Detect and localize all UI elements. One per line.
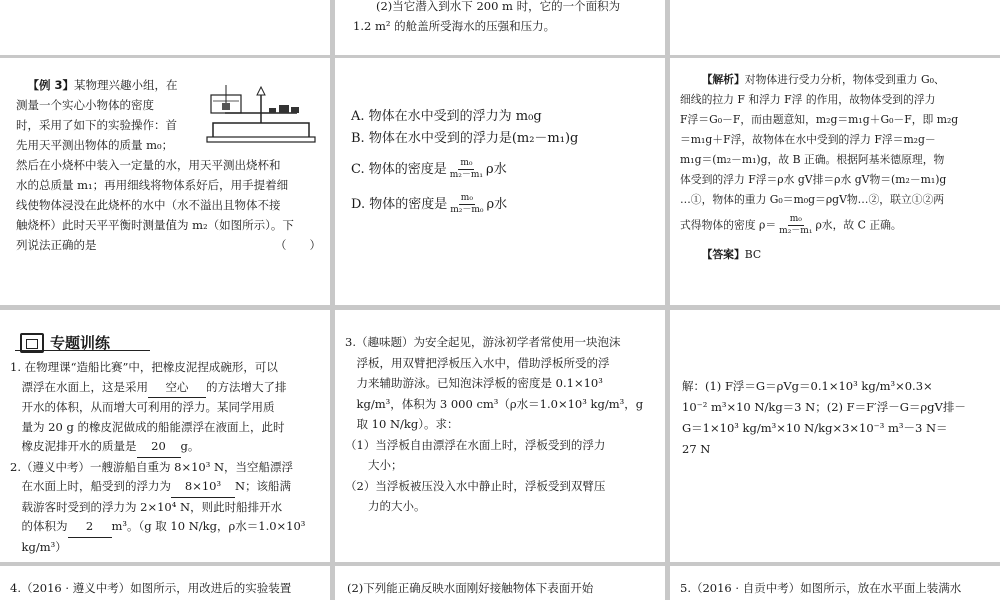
bottom-mid-line: (2)下列能正确反映水面刚好接触物体下表面开始 xyxy=(347,581,594,595)
q3-line: kg/m³，体积为 3 000 cm³（ρ水＝1.0×10³ kg/m³，g xyxy=(356,396,644,411)
top-right-panel xyxy=(670,0,1000,55)
example-3-line: 先用天平测出物体的质量 m₀； xyxy=(16,138,174,152)
bottom-left-panel xyxy=(0,566,330,600)
q5-line: 5.（2016 · 自贡中考）如图所示，放在水平面上装满水 xyxy=(680,581,962,595)
analysis-line: ＝m₁g＋F浮，故物体在水中受到的浮力 F浮＝m₂g－ xyxy=(680,133,936,146)
example-3-line: 某物理兴趣小组，在 xyxy=(74,78,178,92)
q3-line: 3.（趣味题）为安全起见，游泳初学者常使用一块泡沫 xyxy=(345,335,621,349)
q3-line: 取 10 N/kg）。求： xyxy=(356,417,459,431)
q3-line: 力来辅助游泳。已知泡沫浮板的密度是 0.1×10³ xyxy=(356,376,603,390)
top-left-panel xyxy=(0,0,330,55)
solution-3-panel xyxy=(670,310,1000,562)
example-3-line: 触烧杯）此时天平平衡时测量值为 m₂（如图所示）。下 xyxy=(16,218,294,232)
option-c: C. 物体的密度是 $\frac{\text{m₀}}{\text{m₂－m₁}}$ ρ水 xyxy=(351,158,507,180)
example-3-line: 时，采用了如下的实验操作：首 xyxy=(16,118,177,132)
header-underline xyxy=(15,350,150,351)
q3-line: （1）当浮板自由漂浮在水面上时，浮板受到的浮力 xyxy=(345,437,606,452)
q2-line: 载游客时受到的浮力为 2×10⁴ N，则此时船排开水 xyxy=(21,499,283,514)
top-mid-line2: 1.2 m² 的舱盖所受海水的压强和压力。 xyxy=(353,19,556,33)
q3-line: （2）当浮板被压没入水中静止时，浮板受到双臂压 xyxy=(345,478,606,493)
solution-line: 10⁻² m³×10 N/kg＝3 N；(2) F＝F′浮－G＝ρgV排－ xyxy=(682,400,966,414)
analysis-line: …①，物体的重力 G₀＝m₀g＝ρgV物…②，联立①②两 xyxy=(680,193,945,206)
options-panel xyxy=(335,58,665,305)
top-mid-panel xyxy=(335,0,665,55)
training-panel: 专题训练 1. 在物理课“造船比赛”中，把橡皮泥捏成碗形，可以 漂浮在水面上，这是采用 空心 的方法增大了排 开水的体积，从而增大可利用的浮力。某同学用质 量为 20 g 的橡皮泥做成的船能漂浮在液面上，此时 橡皮泥排开水的质量是 20 g。 2.（遵义中考）一艘游船自重为 8×10³ N，当空船漂浮 在水面上时，船受到的浮力为 8×10³ N；该船满 载游客时受到的浮力为 2×10⁴ N，则此时船排开水 的体积为 2 m³。（g 取 10 N/kg，ρ水＝1.0×10³ kg/m³） xyxy=(0,310,330,562)
analysis-line: F浮＝G₀－F，而由题意知，m₂g＝m₁g＋G₀－F，即 m₂g xyxy=(680,113,959,126)
answer-tag: 【答案】 xyxy=(701,248,745,261)
bottom-mid-panel xyxy=(335,566,665,600)
example-3-panel xyxy=(0,58,330,305)
fraction: $\frac{\text{m₀}}{\text{m₂－m₀}}$ xyxy=(450,193,484,215)
example-3-tag: 【例 3】 xyxy=(27,78,75,92)
example-3-line: 线使物体浸没在此烧杯的水中（水不溢出且物体不接 xyxy=(16,198,281,212)
answer-parentheses: （ ） xyxy=(275,238,321,252)
q3-line: 大小； xyxy=(345,458,403,472)
top-mid-line1: (2)当它潜入到水下 200 m 时，它的一个面积为 xyxy=(376,0,621,13)
section-title: 专题训练 xyxy=(50,334,111,352)
analysis-line: 对物体进行受力分析，物体受到重力 G₀、 xyxy=(744,73,945,86)
solution-line: 27 N xyxy=(682,442,711,456)
q4-line: 4.（2016 · 遵义中考）如图所示，用改进后的实验装置 xyxy=(10,581,292,595)
q1-line: 1. 在物理课“造船比赛”中，把橡皮泥捏成碗形，可以 xyxy=(10,360,278,374)
analysis-line: 体受到的浮力 F浮＝ρ水 gV排＝ρ水 gV物＝(m₂－m₁)g xyxy=(680,173,947,186)
option-b: B. 物体在水中受到的浮力是(m₂－m₁)g xyxy=(351,131,579,146)
solution-line: G＝1×10³ kg/m³×10 N/kg×3×10⁻³ m³－3 N＝ xyxy=(682,421,948,435)
q1-line: 量为 20 g 的橡皮泥做成的船能漂浮在液面上，此时 xyxy=(21,419,285,434)
answer-blank: 20 xyxy=(137,437,181,458)
q2-line: kg/m³） xyxy=(21,539,67,554)
q3-line: 力的大小。 xyxy=(345,499,426,513)
q1-line: 开水的体积，从而增大可利用的浮力。某同学用质 xyxy=(21,400,275,414)
analysis-line: 式得物体的密度 ρ＝ $\frac{\text{m₀}}{\text{m₂－m₁}}$ ρ水，故 C 正确。 xyxy=(680,214,902,236)
example-3-line: 测量一个实心小物体的密度 xyxy=(16,98,154,112)
answer-blank: 2 xyxy=(68,517,112,538)
solution-line: 解：(1) F浮＝G＝ρVg＝0.1×10³ kg/m³×0.3× xyxy=(682,379,933,393)
example-3-line: 水的总质量 m₁；再用细线将物体系好后，用手提着细 xyxy=(16,178,289,192)
analysis-tag: 【解析】 xyxy=(701,73,745,86)
answer-value: BC xyxy=(744,248,762,261)
q2-line: 2.（遵义中考）一艘游船自重为 8×10³ N，当空船漂浮 xyxy=(10,459,294,474)
option-d: D. 物体的密度是 $\frac{\text{m₀}}{\text{m₂－m₀}}$ ρ水 xyxy=(351,193,508,215)
question-3-panel xyxy=(335,310,665,562)
example-3-line: 然后在小烧杯中装入一定量的水，用天平测出烧杯和 xyxy=(16,158,281,172)
example-3-line: 列说法正确的是 xyxy=(16,238,97,252)
option-a: A. 物体在水中受到的浮力为 m₀g xyxy=(351,109,542,124)
fraction: $\frac{\text{m₀}}{\text{m₂－m₁}}$ xyxy=(449,158,484,180)
analysis-panel xyxy=(670,58,1000,305)
answer-blank: 8×10³ xyxy=(171,477,235,498)
analysis-line: m₁g＝(m₂－m₁)g，故 B 正确。根据阿基米德原理，物 xyxy=(680,153,945,166)
answer-blank: 空心 xyxy=(148,378,206,399)
fraction: $\frac{\text{m₀}}{\text{m₂－m₁}}$ xyxy=(779,214,813,236)
bottom-right-panel xyxy=(670,566,1000,600)
analysis-line: 细线的拉力 F 和浮力 F浮 的作用，故物体受到的浮力 xyxy=(680,93,936,106)
q3-line: 浮板，用双臂把浮板压入水中，借助浮板所受的浮 xyxy=(356,355,610,370)
